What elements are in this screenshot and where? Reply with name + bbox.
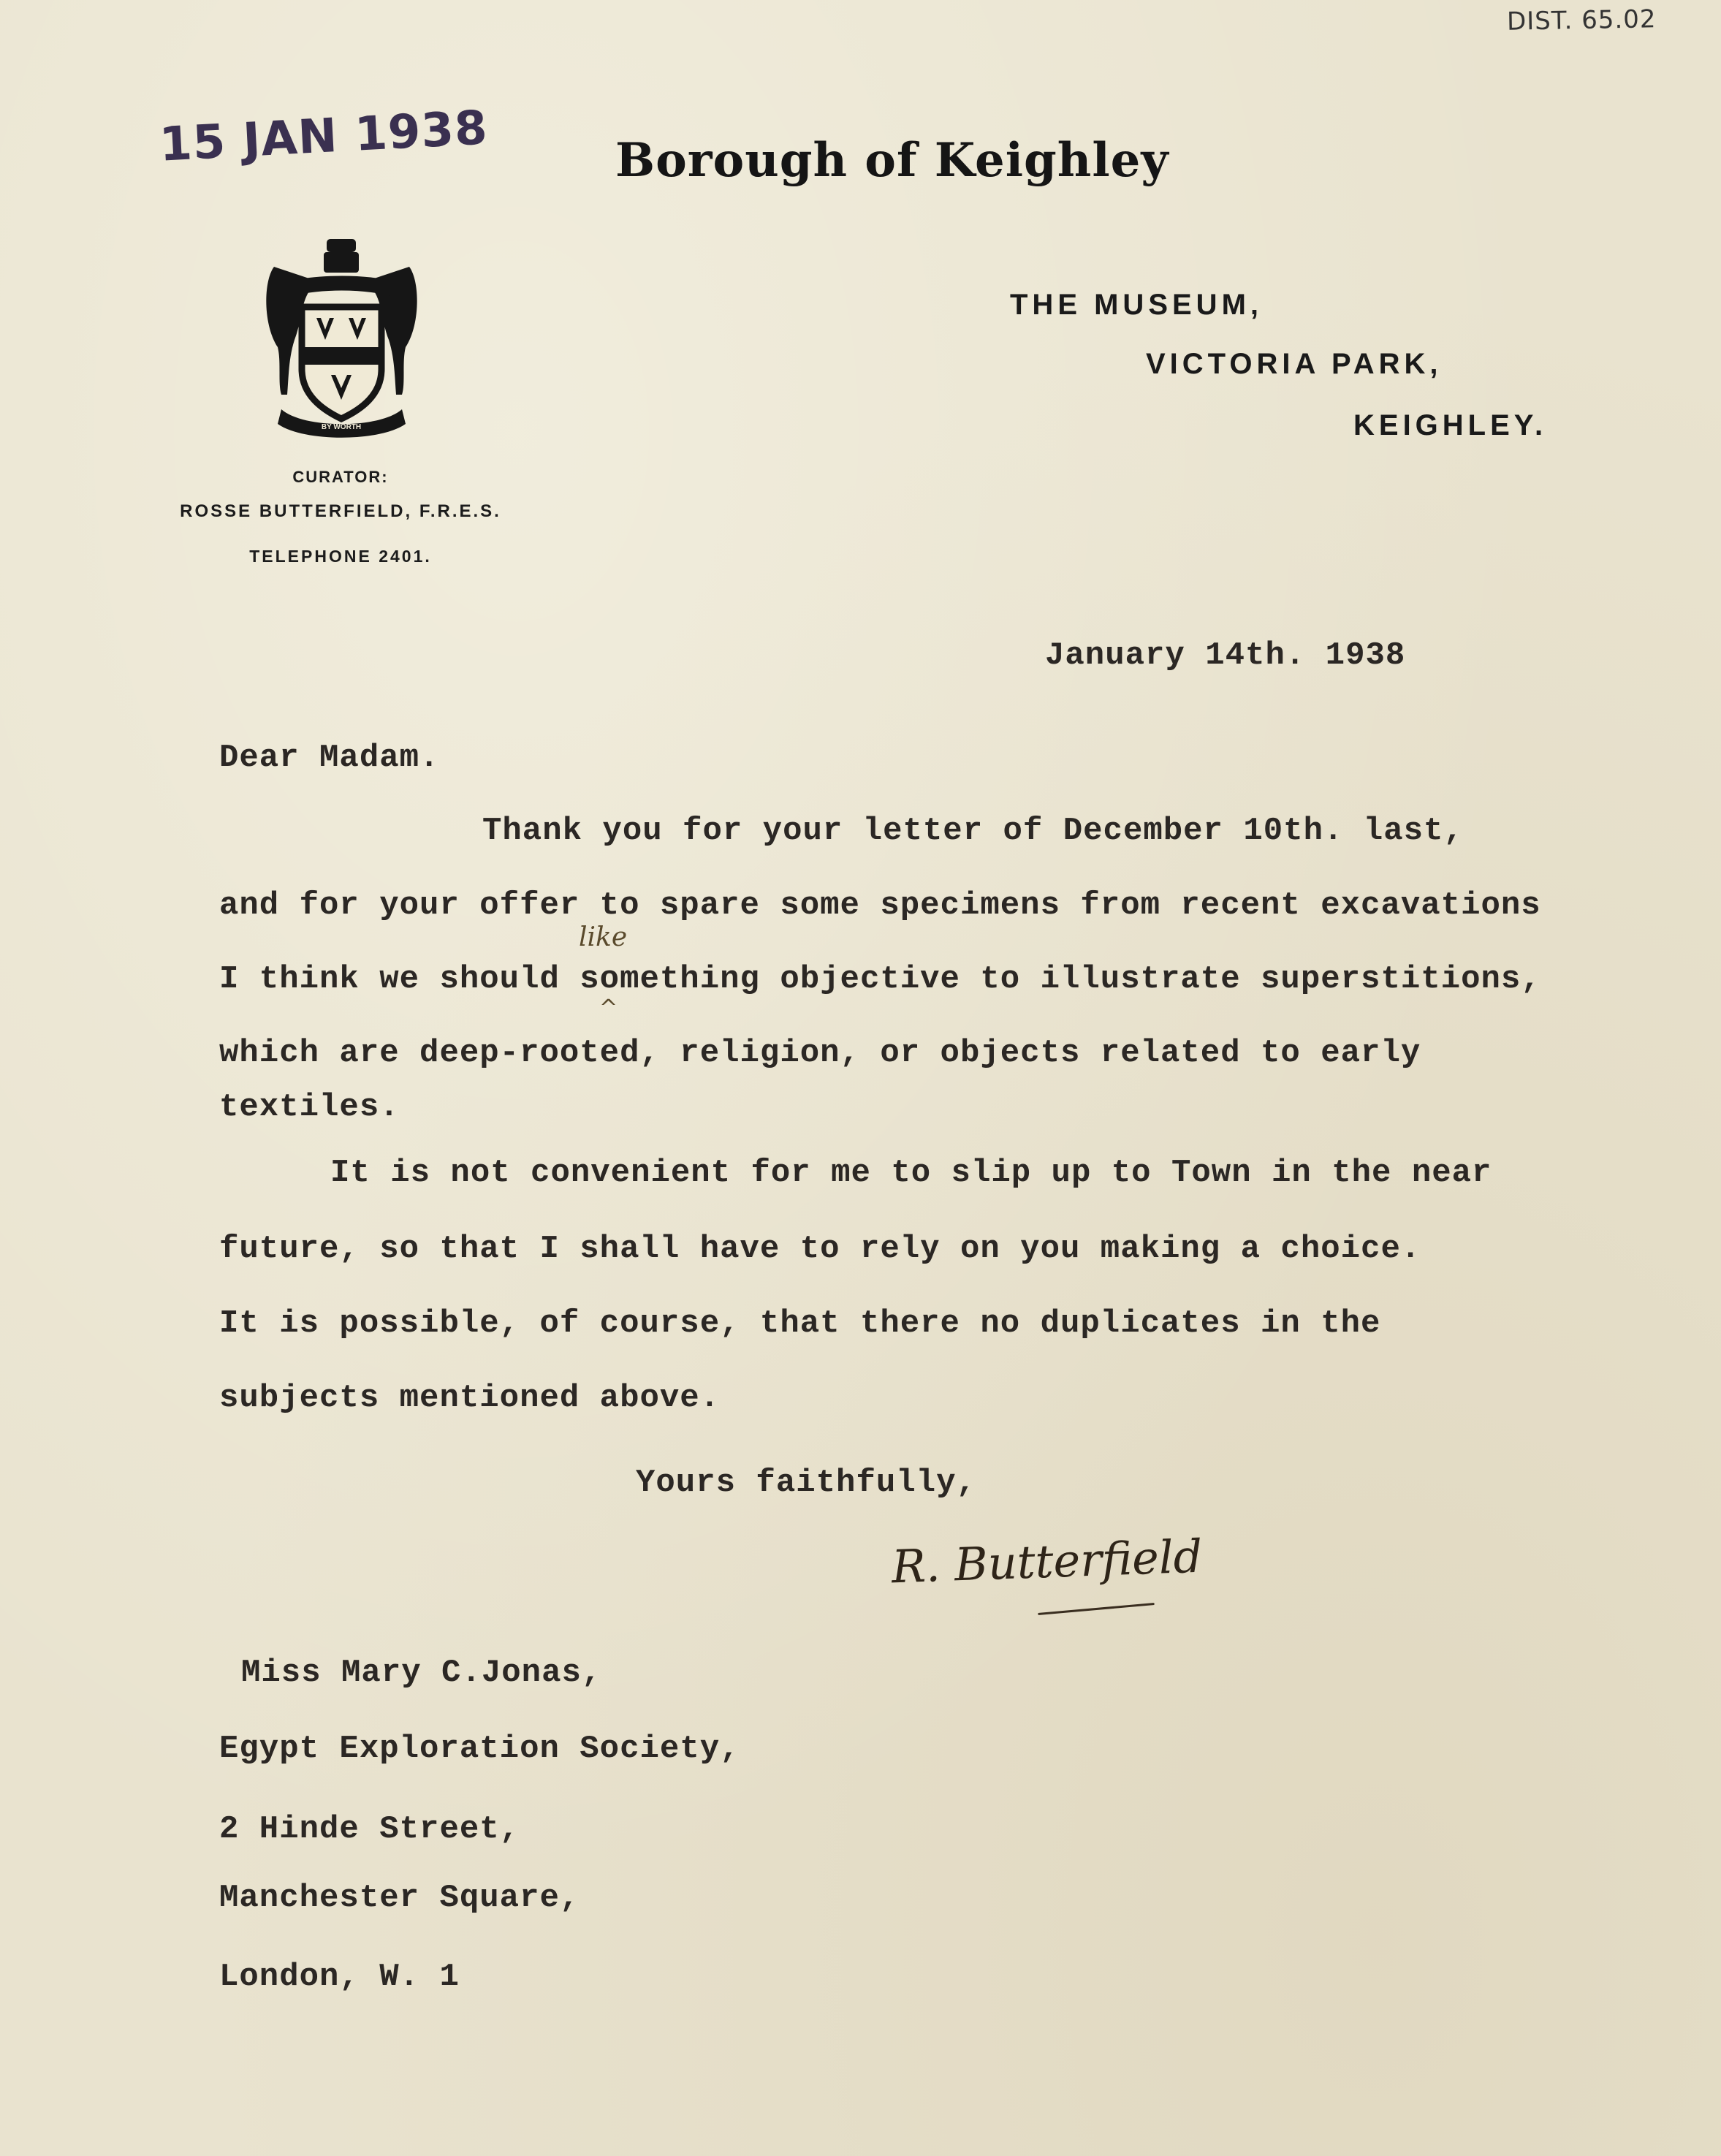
letter-date: January 14th. 1938: [1045, 637, 1406, 674]
recipient-name: Miss Mary C.Jonas,: [241, 1655, 602, 1691]
address-line-museum: THE MUSEUM,: [1010, 289, 1263, 321]
recipient-organization: Egypt Exploration Society,: [219, 1731, 740, 1767]
recipient-city: London, W. 1: [219, 1959, 460, 1995]
signature-underline: [1038, 1603, 1155, 1615]
recipient-street: 2 Hinde Street,: [219, 1811, 520, 1848]
recipient-square: Manchester Square,: [219, 1880, 580, 1916]
body-line: I think we should something objective to illustrate superstitions,: [219, 961, 1541, 998]
curator-label: CURATOR:: [292, 468, 389, 486]
letterhead-title: Borough of Keighley: [615, 133, 1169, 188]
body-line: and for your offer to spare some specimens from recent excavations: [219, 887, 1541, 924]
body-line: which are deep-rooted, religion, or objects related to early: [219, 1035, 1421, 1071]
body-line: It is not convenient for me to slip up to Town in the near: [330, 1155, 1492, 1191]
curator-name: ROSSE BUTTERFIELD, F.R.E.S.: [180, 501, 501, 521]
body-line: Thank you for your letter of December 10th. last,: [482, 813, 1464, 849]
body-line: It is possible, of course, that there no duplicates in the: [219, 1305, 1381, 1342]
body-line: subjects mentioned above.: [219, 1380, 721, 1416]
address-line-town: KEIGHLEY.: [1353, 409, 1548, 441]
body-line: textiles.: [219, 1089, 400, 1126]
signature: R. Butterfield: [890, 1529, 1204, 1594]
handwritten-insertion: like: [579, 922, 628, 952]
crest-motto: BY WORTH: [321, 423, 362, 431]
coat-of-arms-icon: [259, 238, 424, 442]
insertion-caret-mark: ^: [599, 995, 618, 1021]
received-date-stamp: 15 JAN 1938: [158, 101, 490, 172]
telephone-number: TELEPHONE 2401.: [249, 547, 432, 566]
body-line: future, so that I shall have to rely on you making a choice.: [219, 1231, 1421, 1267]
closing: Yours faithfully,: [636, 1465, 976, 1501]
archive-reference: DIST. 65.02: [1506, 4, 1657, 37]
salutation: Dear Madam.: [219, 740, 440, 776]
address-line-park: VICTORIA PARK,: [1146, 348, 1443, 380]
